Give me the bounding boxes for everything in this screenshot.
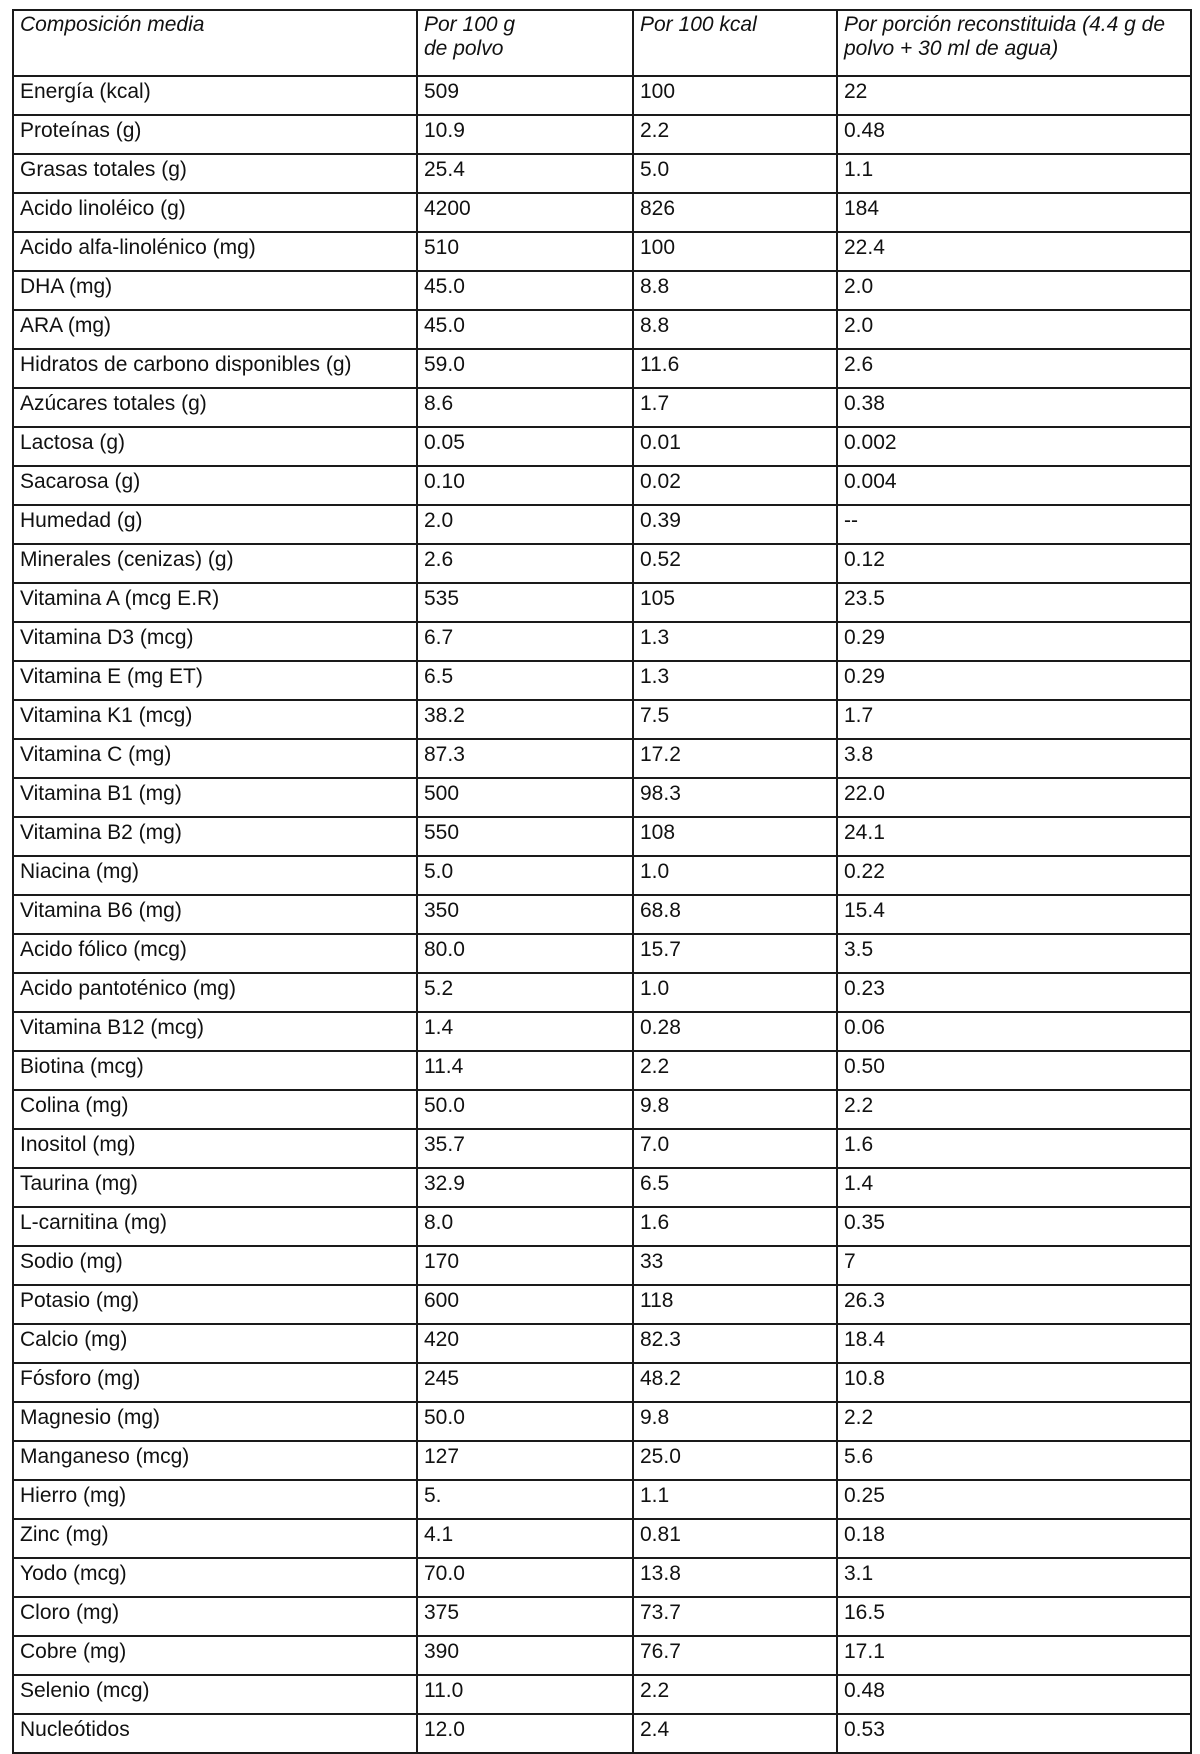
- value-per-serving: 2.2: [837, 1402, 1191, 1441]
- value-per-100g: 245: [417, 1363, 633, 1402]
- table-row: [13, 1129, 1191, 1168]
- nutrient-name: Taurina (mg): [13, 1168, 417, 1207]
- value-per-100kcal: 2.4: [633, 1714, 837, 1753]
- value-per-serving: 2.2: [837, 1090, 1191, 1129]
- value-per-serving: 0.48: [837, 1675, 1191, 1714]
- value-per-100g: 550: [417, 817, 633, 856]
- value-per-serving: 22.0: [837, 778, 1191, 817]
- value-per-100kcal: 1.1: [633, 1480, 837, 1519]
- value-per-serving: 0.35: [837, 1207, 1191, 1246]
- nutrient-name: Vitamina B2 (mg): [13, 817, 417, 856]
- value-per-100g: 59.0: [417, 349, 633, 388]
- value-per-serving: 0.29: [837, 661, 1191, 700]
- table-row: [13, 1441, 1191, 1480]
- value-per-100kcal: 13.8: [633, 1558, 837, 1597]
- nutrient-name: Inositol (mg): [13, 1129, 417, 1168]
- nutrient-name: Manganeso (mcg): [13, 1441, 417, 1480]
- value-per-100g: 4.1: [417, 1519, 633, 1558]
- nutrient-name: Cloro (mg): [13, 1597, 417, 1636]
- value-per-100g: 509: [417, 76, 633, 115]
- value-per-100kcal: 1.3: [633, 622, 837, 661]
- header-line: Por porción reconstituida (4.4 g de: [844, 13, 1166, 36]
- value-per-serving: 7: [837, 1246, 1191, 1285]
- table-row: [13, 232, 1191, 271]
- value-per-100g: 80.0: [417, 934, 633, 973]
- nutrient-name: Potasio (mg): [13, 1285, 417, 1324]
- table-row: [13, 973, 1191, 1012]
- value-per-serving: 0.48: [837, 115, 1191, 154]
- value-per-serving: 0.29: [837, 622, 1191, 661]
- nutrient-name: Acido alfa-linolénico (mg): [13, 232, 417, 271]
- header-line: Por 100 kcal: [640, 13, 757, 36]
- value-per-serving: 1.7: [837, 700, 1191, 739]
- header-line: polvo + 30 ml de agua): [844, 37, 1059, 60]
- value-per-100kcal: 6.5: [633, 1168, 837, 1207]
- nutrient-name: Azúcares totales (g): [13, 388, 417, 427]
- nutrient-name: Minerales (cenizas) (g): [13, 544, 417, 583]
- nutrient-name: Nucleótidos: [13, 1714, 417, 1753]
- nutrient-name: Sodio (mg): [13, 1246, 417, 1285]
- value-per-100g: 50.0: [417, 1402, 633, 1441]
- table-row: [13, 544, 1191, 583]
- table-row: [13, 1090, 1191, 1129]
- nutrient-name: Grasas totales (g): [13, 154, 417, 193]
- nutrient-name: Niacina (mg): [13, 856, 417, 895]
- nutrient-name: Vitamina B12 (mcg): [13, 1012, 417, 1051]
- value-per-100g: 11.4: [417, 1051, 633, 1090]
- value-per-100kcal: 100: [633, 232, 837, 271]
- table-row: [13, 115, 1191, 154]
- value-per-serving: 3.1: [837, 1558, 1191, 1597]
- table-row: [13, 739, 1191, 778]
- table-row: [13, 622, 1191, 661]
- table-row: [13, 1597, 1191, 1636]
- value-per-100g: 35.7: [417, 1129, 633, 1168]
- value-per-100g: 5.2: [417, 973, 633, 1012]
- value-per-100g: 0.10: [417, 466, 633, 505]
- value-per-100kcal: 2.2: [633, 115, 837, 154]
- value-per-100kcal: 1.0: [633, 973, 837, 1012]
- value-per-100kcal: 11.6: [633, 349, 837, 388]
- value-per-100g: 38.2: [417, 700, 633, 739]
- composition-table: [12, 9, 1192, 1754]
- value-per-100kcal: 82.3: [633, 1324, 837, 1363]
- value-per-100kcal: 2.2: [633, 1051, 837, 1090]
- table-row: [13, 1636, 1191, 1675]
- nutrient-name: Hierro (mg): [13, 1480, 417, 1519]
- value-per-100kcal: 33: [633, 1246, 837, 1285]
- value-per-serving: 18.4: [837, 1324, 1191, 1363]
- nutrient-name: Biotina (mcg): [13, 1051, 417, 1090]
- table-header: [13, 10, 1191, 76]
- nutrient-name: Vitamina C (mg): [13, 739, 417, 778]
- header-per-100g: [417, 10, 633, 76]
- value-per-100g: 390: [417, 1636, 633, 1675]
- value-per-100kcal: 0.52: [633, 544, 837, 583]
- table-row: [13, 1402, 1191, 1441]
- value-per-100g: 70.0: [417, 1558, 633, 1597]
- table-row: [13, 817, 1191, 856]
- value-per-serving: 184: [837, 193, 1191, 232]
- value-per-100kcal: 48.2: [633, 1363, 837, 1402]
- nutrient-name: Yodo (mcg): [13, 1558, 417, 1597]
- value-per-100g: 600: [417, 1285, 633, 1324]
- nutrient-name: Vitamina E (mg ET): [13, 661, 417, 700]
- header-composition: [13, 10, 417, 76]
- value-per-100g: 5.0: [417, 856, 633, 895]
- value-per-100g: 6.7: [417, 622, 633, 661]
- table-row: [13, 271, 1191, 310]
- header-line: Por 100 g: [424, 13, 516, 36]
- nutrient-name: Vitamina A (mcg E.R): [13, 583, 417, 622]
- table-row: [13, 700, 1191, 739]
- value-per-100g: 12.0: [417, 1714, 633, 1753]
- table-row: [13, 1285, 1191, 1324]
- table-row: [13, 1519, 1191, 1558]
- nutrient-name: Acido fólico (mcg): [13, 934, 417, 973]
- nutrient-name: Vitamina B1 (mg): [13, 778, 417, 817]
- table-row: [13, 1207, 1191, 1246]
- value-per-serving: 22: [837, 76, 1191, 115]
- value-per-100kcal: 25.0: [633, 1441, 837, 1480]
- table-row: [13, 1012, 1191, 1051]
- value-per-serving: 17.1: [837, 1636, 1191, 1675]
- value-per-100kcal: 1.6: [633, 1207, 837, 1246]
- nutrient-name: Energía (kcal): [13, 76, 417, 115]
- table-row: [13, 505, 1191, 544]
- value-per-100g: 32.9: [417, 1168, 633, 1207]
- value-per-serving: 16.5: [837, 1597, 1191, 1636]
- nutrient-name: Fósforo (mg): [13, 1363, 417, 1402]
- table-row: [13, 1363, 1191, 1402]
- value-per-100kcal: 0.81: [633, 1519, 837, 1558]
- value-per-100kcal: 68.8: [633, 895, 837, 934]
- table-row: [13, 349, 1191, 388]
- value-per-serving: 0.18: [837, 1519, 1191, 1558]
- value-per-100g: 10.9: [417, 115, 633, 154]
- table-row: [13, 1480, 1191, 1519]
- value-per-100kcal: 7.5: [633, 700, 837, 739]
- nutrient-name: Selenio (mcg): [13, 1675, 417, 1714]
- value-per-serving: 2.6: [837, 349, 1191, 388]
- nutrient-name: Acido linoléico (g): [13, 193, 417, 232]
- nutrient-name: Vitamina D3 (mcg): [13, 622, 417, 661]
- nutrient-name: L-carnitina (mg): [13, 1207, 417, 1246]
- value-per-100kcal: 15.7: [633, 934, 837, 973]
- value-per-100kcal: 73.7: [633, 1597, 837, 1636]
- value-per-100kcal: 7.0: [633, 1129, 837, 1168]
- value-per-100kcal: 1.0: [633, 856, 837, 895]
- table-row: [13, 1558, 1191, 1597]
- nutrient-name: Sacarosa (g): [13, 466, 417, 505]
- header-line: Composición media: [20, 13, 205, 36]
- value-per-100kcal: 2.2: [633, 1675, 837, 1714]
- table-row: [13, 154, 1191, 193]
- value-per-serving: 15.4: [837, 895, 1191, 934]
- value-per-100kcal: 8.8: [633, 310, 837, 349]
- table-row: [13, 466, 1191, 505]
- value-per-100g: 510: [417, 232, 633, 271]
- value-per-serving: 0.53: [837, 1714, 1191, 1753]
- value-per-100kcal: 826: [633, 193, 837, 232]
- value-per-100g: 350: [417, 895, 633, 934]
- value-per-100g: 500: [417, 778, 633, 817]
- header-per-serving: [837, 10, 1191, 76]
- value-per-serving: 0.23: [837, 973, 1191, 1012]
- value-per-serving: 26.3: [837, 1285, 1191, 1324]
- table-row: [13, 1675, 1191, 1714]
- value-per-serving: 1.6: [837, 1129, 1191, 1168]
- value-per-serving: 2.0: [837, 271, 1191, 310]
- nutrient-name: ARA (mg): [13, 310, 417, 349]
- value-per-serving: 0.25: [837, 1480, 1191, 1519]
- value-per-100kcal: 1.7: [633, 388, 837, 427]
- table-row: [13, 1246, 1191, 1285]
- value-per-100g: 11.0: [417, 1675, 633, 1714]
- value-per-serving: 1.1: [837, 154, 1191, 193]
- value-per-100g: 4200: [417, 193, 633, 232]
- value-per-100g: 375: [417, 1597, 633, 1636]
- value-per-100kcal: 0.02: [633, 466, 837, 505]
- nutrient-name: Zinc (mg): [13, 1519, 417, 1558]
- value-per-serving: 10.8: [837, 1363, 1191, 1402]
- value-per-100g: 6.5: [417, 661, 633, 700]
- value-per-serving: 0.002: [837, 427, 1191, 466]
- value-per-100kcal: 0.28: [633, 1012, 837, 1051]
- value-per-serving: 0.38: [837, 388, 1191, 427]
- table-row: [13, 310, 1191, 349]
- table-row: [13, 193, 1191, 232]
- nutrient-name: Proteínas (g): [13, 115, 417, 154]
- value-per-100kcal: 118: [633, 1285, 837, 1324]
- value-per-100g: 1.4: [417, 1012, 633, 1051]
- table-row: [13, 388, 1191, 427]
- table-row: [13, 778, 1191, 817]
- value-per-100kcal: 9.8: [633, 1402, 837, 1441]
- value-per-100kcal: 108: [633, 817, 837, 856]
- value-per-serving: 3.5: [837, 934, 1191, 973]
- value-per-100kcal: 98.3: [633, 778, 837, 817]
- table-row: [13, 1714, 1191, 1753]
- value-per-serving: 22.4: [837, 232, 1191, 271]
- table-row: [13, 661, 1191, 700]
- value-per-100g: 420: [417, 1324, 633, 1363]
- table-row: [13, 934, 1191, 973]
- value-per-serving: 0.22: [837, 856, 1191, 895]
- header-line: de polvo: [424, 37, 504, 60]
- value-per-100kcal: 0.01: [633, 427, 837, 466]
- value-per-serving: 3.8: [837, 739, 1191, 778]
- nutrient-name: Magnesio (mg): [13, 1402, 417, 1441]
- value-per-serving: 1.4: [837, 1168, 1191, 1207]
- header-per-100kcal: [633, 10, 837, 76]
- table-row: [13, 76, 1191, 115]
- nutrient-name: Vitamina B6 (mg): [13, 895, 417, 934]
- value-per-serving: 0.50: [837, 1051, 1191, 1090]
- nutrient-name: Acido pantoténico (mg): [13, 973, 417, 1012]
- value-per-100kcal: 76.7: [633, 1636, 837, 1675]
- value-per-100kcal: 9.8: [633, 1090, 837, 1129]
- value-per-100g: 2.6: [417, 544, 633, 583]
- value-per-serving: 23.5: [837, 583, 1191, 622]
- value-per-100kcal: 105: [633, 583, 837, 622]
- value-per-100g: 25.4: [417, 154, 633, 193]
- value-per-100g: 8.6: [417, 388, 633, 427]
- value-per-100kcal: 17.2: [633, 739, 837, 778]
- nutrient-name: Cobre (mg): [13, 1636, 417, 1675]
- value-per-100g: 2.0: [417, 505, 633, 544]
- nutrient-name: Humedad (g): [13, 505, 417, 544]
- nutrient-name: Lactosa (g): [13, 427, 417, 466]
- value-per-serving: 0.12: [837, 544, 1191, 583]
- nutrient-name: Hidratos de carbono disponibles (g): [13, 349, 417, 388]
- value-per-serving: 2.0: [837, 310, 1191, 349]
- nutrient-name: Vitamina K1 (mcg): [13, 700, 417, 739]
- value-per-100kcal: 8.8: [633, 271, 837, 310]
- table-row: [13, 1168, 1191, 1207]
- value-per-100g: 535: [417, 583, 633, 622]
- table-row: [13, 427, 1191, 466]
- value-per-100g: 45.0: [417, 271, 633, 310]
- table-row: [13, 1324, 1191, 1363]
- value-per-100g: 170: [417, 1246, 633, 1285]
- table-body: [13, 76, 1191, 1753]
- value-per-100kcal: 100: [633, 76, 837, 115]
- nutrient-name: Colina (mg): [13, 1090, 417, 1129]
- value-per-100kcal: 1.3: [633, 661, 837, 700]
- table-row: [13, 1051, 1191, 1090]
- table-row: [13, 856, 1191, 895]
- value-per-100g: 45.0: [417, 310, 633, 349]
- value-per-serving: 24.1: [837, 817, 1191, 856]
- table-row: [13, 895, 1191, 934]
- value-per-serving: 5.6: [837, 1441, 1191, 1480]
- value-per-serving: --: [837, 505, 1191, 544]
- value-per-100kcal: 5.0: [633, 154, 837, 193]
- value-per-100g: 5.: [417, 1480, 633, 1519]
- value-per-100g: 50.0: [417, 1090, 633, 1129]
- table-row: [13, 583, 1191, 622]
- header-row: [13, 10, 1191, 76]
- value-per-100kcal: 0.39: [633, 505, 837, 544]
- value-per-serving: 0.06: [837, 1012, 1191, 1051]
- value-per-100g: 0.05: [417, 427, 633, 466]
- nutrient-name: Calcio (mg): [13, 1324, 417, 1363]
- value-per-100g: 8.0: [417, 1207, 633, 1246]
- value-per-100g: 127: [417, 1441, 633, 1480]
- value-per-serving: 0.004: [837, 466, 1191, 505]
- nutrient-name: DHA (mg): [13, 271, 417, 310]
- value-per-100g: 87.3: [417, 739, 633, 778]
